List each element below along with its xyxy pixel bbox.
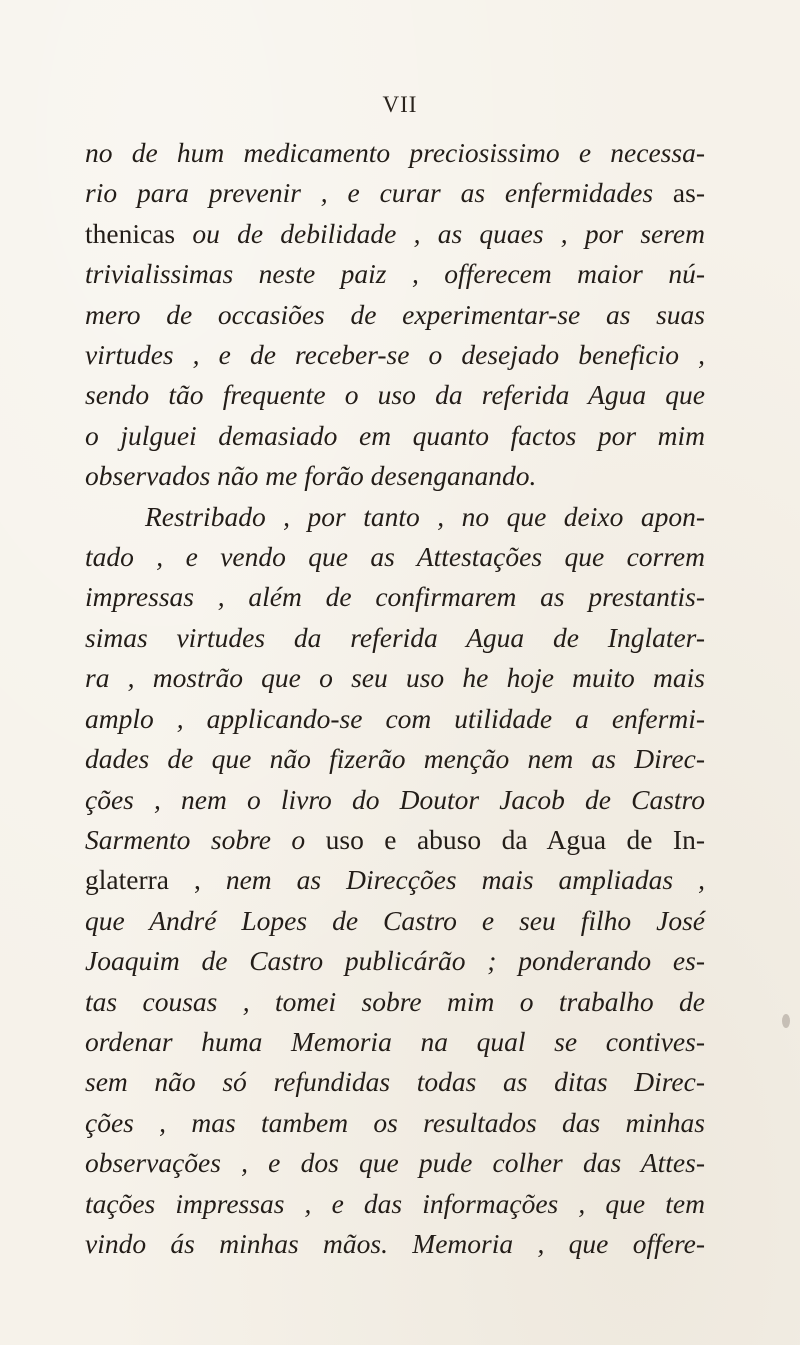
text-segment: no de hum medicamento preciosissimo e necessa- xyxy=(85,137,705,168)
text-segment: que André Lopes de Castro e seu filho José xyxy=(85,904,705,936)
text-segment: ou de debilidade , as quaes , por serem xyxy=(192,217,705,249)
text-segment: as- xyxy=(672,177,705,209)
text-line xyxy=(85,820,705,860)
text-line xyxy=(85,577,705,617)
text-line xyxy=(85,941,705,981)
text-segment: sendo tão frequente o uso da referida Agua que xyxy=(85,379,705,411)
text-line xyxy=(85,780,705,820)
text-line xyxy=(85,416,705,456)
text-segment: uso e abuso da Agua de In- xyxy=(325,823,706,855)
text-line xyxy=(85,618,705,658)
text-segment: ra , mostrão que o seu uso he hoje muito mais xyxy=(85,662,705,694)
text-line xyxy=(85,335,705,375)
text-segment: virtudes , e de receber-se o desejado beneficio , xyxy=(85,339,705,371)
text-line xyxy=(85,1022,705,1062)
text-segment: ções , mas tambem os resultados das minhas xyxy=(85,1106,705,1138)
text-line xyxy=(85,1184,705,1224)
text-line xyxy=(85,1224,705,1264)
text-line xyxy=(85,173,705,213)
page-number: VII xyxy=(382,92,418,117)
ink-spot xyxy=(782,1014,790,1028)
text-segment: sem não só refundidas todas as ditas Direc- xyxy=(85,1066,705,1098)
text-line xyxy=(85,456,705,496)
text-segment: rio para prevenir , e curar as enfermidades xyxy=(85,177,673,209)
text-line xyxy=(85,254,705,294)
text-line xyxy=(85,375,705,415)
text-line xyxy=(85,1062,705,1102)
text-line xyxy=(85,860,705,900)
text-line xyxy=(85,537,705,577)
text-line xyxy=(85,1143,705,1183)
text-segment: Joaquim de Castro publicárão ; ponderando es- xyxy=(85,945,705,977)
text-segment: impressas , além de confirmarem as prestantis- xyxy=(85,581,705,613)
text-segment: tado , e vendo que as Attestações que correm xyxy=(85,541,705,573)
text-line xyxy=(85,658,705,698)
body-text xyxy=(85,133,705,1264)
text-line xyxy=(85,901,705,941)
text-line xyxy=(85,295,705,335)
text-segment: trivialissimas neste paiz , offerecem maior nú- xyxy=(85,258,705,290)
text-line xyxy=(85,1103,705,1143)
text-segment: ções , nem o livro do Doutor Jacob de Castro xyxy=(85,783,705,815)
text-segment: mero de occasiões de experimentar-se as suas xyxy=(85,298,705,330)
text-segment: observações , e dos que pude colher das Attes- xyxy=(85,1147,705,1179)
text-line xyxy=(85,739,705,779)
text-segment: vindo ás minhas mãos. Memoria , que offere- xyxy=(85,1227,705,1259)
text-segment: nem as Direcções mais ampliadas , xyxy=(225,864,705,896)
text-segment: tações impressas , e das informações , que tem xyxy=(85,1187,705,1219)
text-segment: tas cousas , tomei sobre mim o trabalho de xyxy=(85,985,705,1017)
text-line xyxy=(85,699,705,739)
text-segment: observados não me forão desenganando. xyxy=(85,460,537,492)
text-segment: dades de que não fizerão menção nem as Direc- xyxy=(85,743,705,775)
text-segment: ordenar huma Memoria na qual se contives- xyxy=(85,1025,705,1057)
text-line xyxy=(85,497,705,537)
text-segment: amplo , applicando-se com utilidade a enfermi- xyxy=(85,702,705,734)
text-segment: thenicas xyxy=(85,217,193,249)
text-segment: Sarmento sobre o xyxy=(85,823,326,855)
text-segment: simas virtudes da referida Agua de Inglater- xyxy=(85,621,705,653)
text-line xyxy=(85,982,705,1022)
text-segment: Restribado , por tanto , no que deixo apon- xyxy=(145,500,705,532)
text-line xyxy=(85,214,705,254)
text-line xyxy=(85,133,705,173)
text-segment: glaterra , xyxy=(85,864,226,896)
text-segment: o julguei demasiado em quanto factos por mim xyxy=(85,419,705,451)
